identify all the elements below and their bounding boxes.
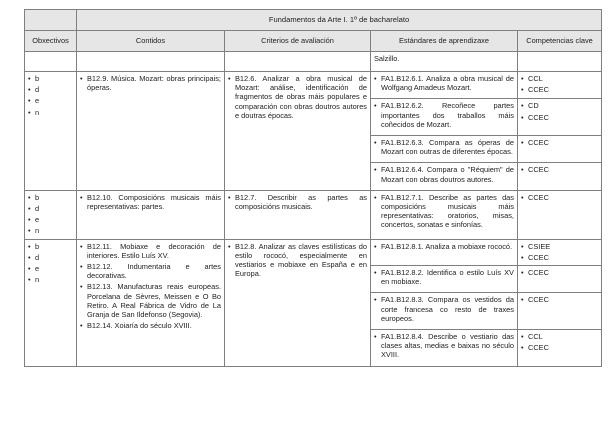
competences-cell: • CCL • CCEC (518, 330, 602, 367)
header-contents: Contidos (77, 31, 225, 52)
competences-cell: • CD • CCEC (518, 99, 602, 136)
table-row (25, 72, 602, 99)
criterion-cell: • B12.8. Analizar as claves estilísticas do estilo rococó, especialmente en vestiarios e mobiaxe en España e en Europa. (225, 239, 371, 366)
standard-cell: • FA1.B12.6.3. Compara as óperas de Mozart con outras de diferentes épocas. (371, 136, 518, 163)
standard-cell: • FA1.B12.8.1. Analiza a mobiaxe rococó. (371, 239, 518, 265)
competences-cell: • CCEC (518, 163, 602, 190)
standard-cell: • FA1.B12.8.2. Identifica o estilo Luís XV en mobiaxe. (371, 266, 518, 293)
continuation-text: Salzillo. (371, 52, 518, 72)
objectives-cell: • b • d • e • n (25, 239, 77, 366)
competences-cell: • CCL • CCEC (518, 72, 602, 99)
header-criteria: Criterios de avaliación (225, 31, 371, 52)
header-competences: Competencias clave (518, 31, 602, 52)
contents-cell: • B12.9. Música. Mozart: obras principais; óperas. (77, 72, 225, 191)
standard-cell: • FA1.B12.8.4. Describe o vestiario das clases altas, medias e baixas no século XVIII. (371, 330, 518, 367)
header-objectives: Obxectivos (25, 31, 77, 52)
standard-cell: • FA1.B12.6.2. Recoñece partes importantes dos traballos máis coñecidos de Mozart. (371, 99, 518, 136)
contents-cell: • B12.11. Mobiaxe e decoración de interiores. Estilo Luís XV. • B12.12. Indumentaria e artes decorativas. • B12.13. Manufacturas reais europeas. Porcelana de Sèvres, Meissen e O Bo Retiro. A Real Fábrica de Vidro de La Granja de San Ildefonso (Segovia). • B12.14. Xoiaría do século XVIII. (77, 239, 225, 366)
table-row (25, 239, 602, 265)
competences-cell: • CCEC (518, 293, 602, 330)
table-row (25, 190, 602, 239)
standard-cell: • FA1.B12.6.1. Analiza a obra musical de Wolfgang Amadeus Mozart. (371, 72, 518, 99)
table-title: Fundamentos da Arte I. 1º de bacharelato (77, 10, 602, 31)
header-standards: Estándares de aprendizaxe (371, 31, 518, 52)
standard-cell: • FA1.B12.6.4. Compara o "Réquiem" de Mozart con obras doutros autores. (371, 163, 518, 190)
standard-cell: • FA1.B12.8.3. Compara os vestidos da corte francesa co resto de traxes europeos. (371, 293, 518, 330)
curriculum-table (24, 9, 602, 367)
competences-cell: • CCEC (518, 136, 602, 163)
standard-cell: • FA1.B12.7.1. Describe as partes das composicións musicais máis representativas: oratorios, misas, concertos, sonatas e sinfonías. (371, 190, 518, 239)
objectives-cell: • b • d • e • n (25, 190, 77, 239)
contents-cell: • B12.10. Composicións musicais máis representativas: partes. (77, 190, 225, 239)
criterion-cell: • B12.7. Describir as partes as composicións musicais. (225, 190, 371, 239)
competences-cell: • CCEC (518, 266, 602, 293)
competences-cell: • CSIEE • CCEC (518, 239, 602, 265)
objectives-cell: • b • d • e • n (25, 72, 77, 191)
competences-cell: • CCEC (518, 190, 602, 239)
criterion-cell: • B12.6. Analizar a obra musical de Mozart: análise, identificación de fragmentos de obras máis populares e comparación con obras doutros autores e doutras épocas. (225, 72, 371, 191)
